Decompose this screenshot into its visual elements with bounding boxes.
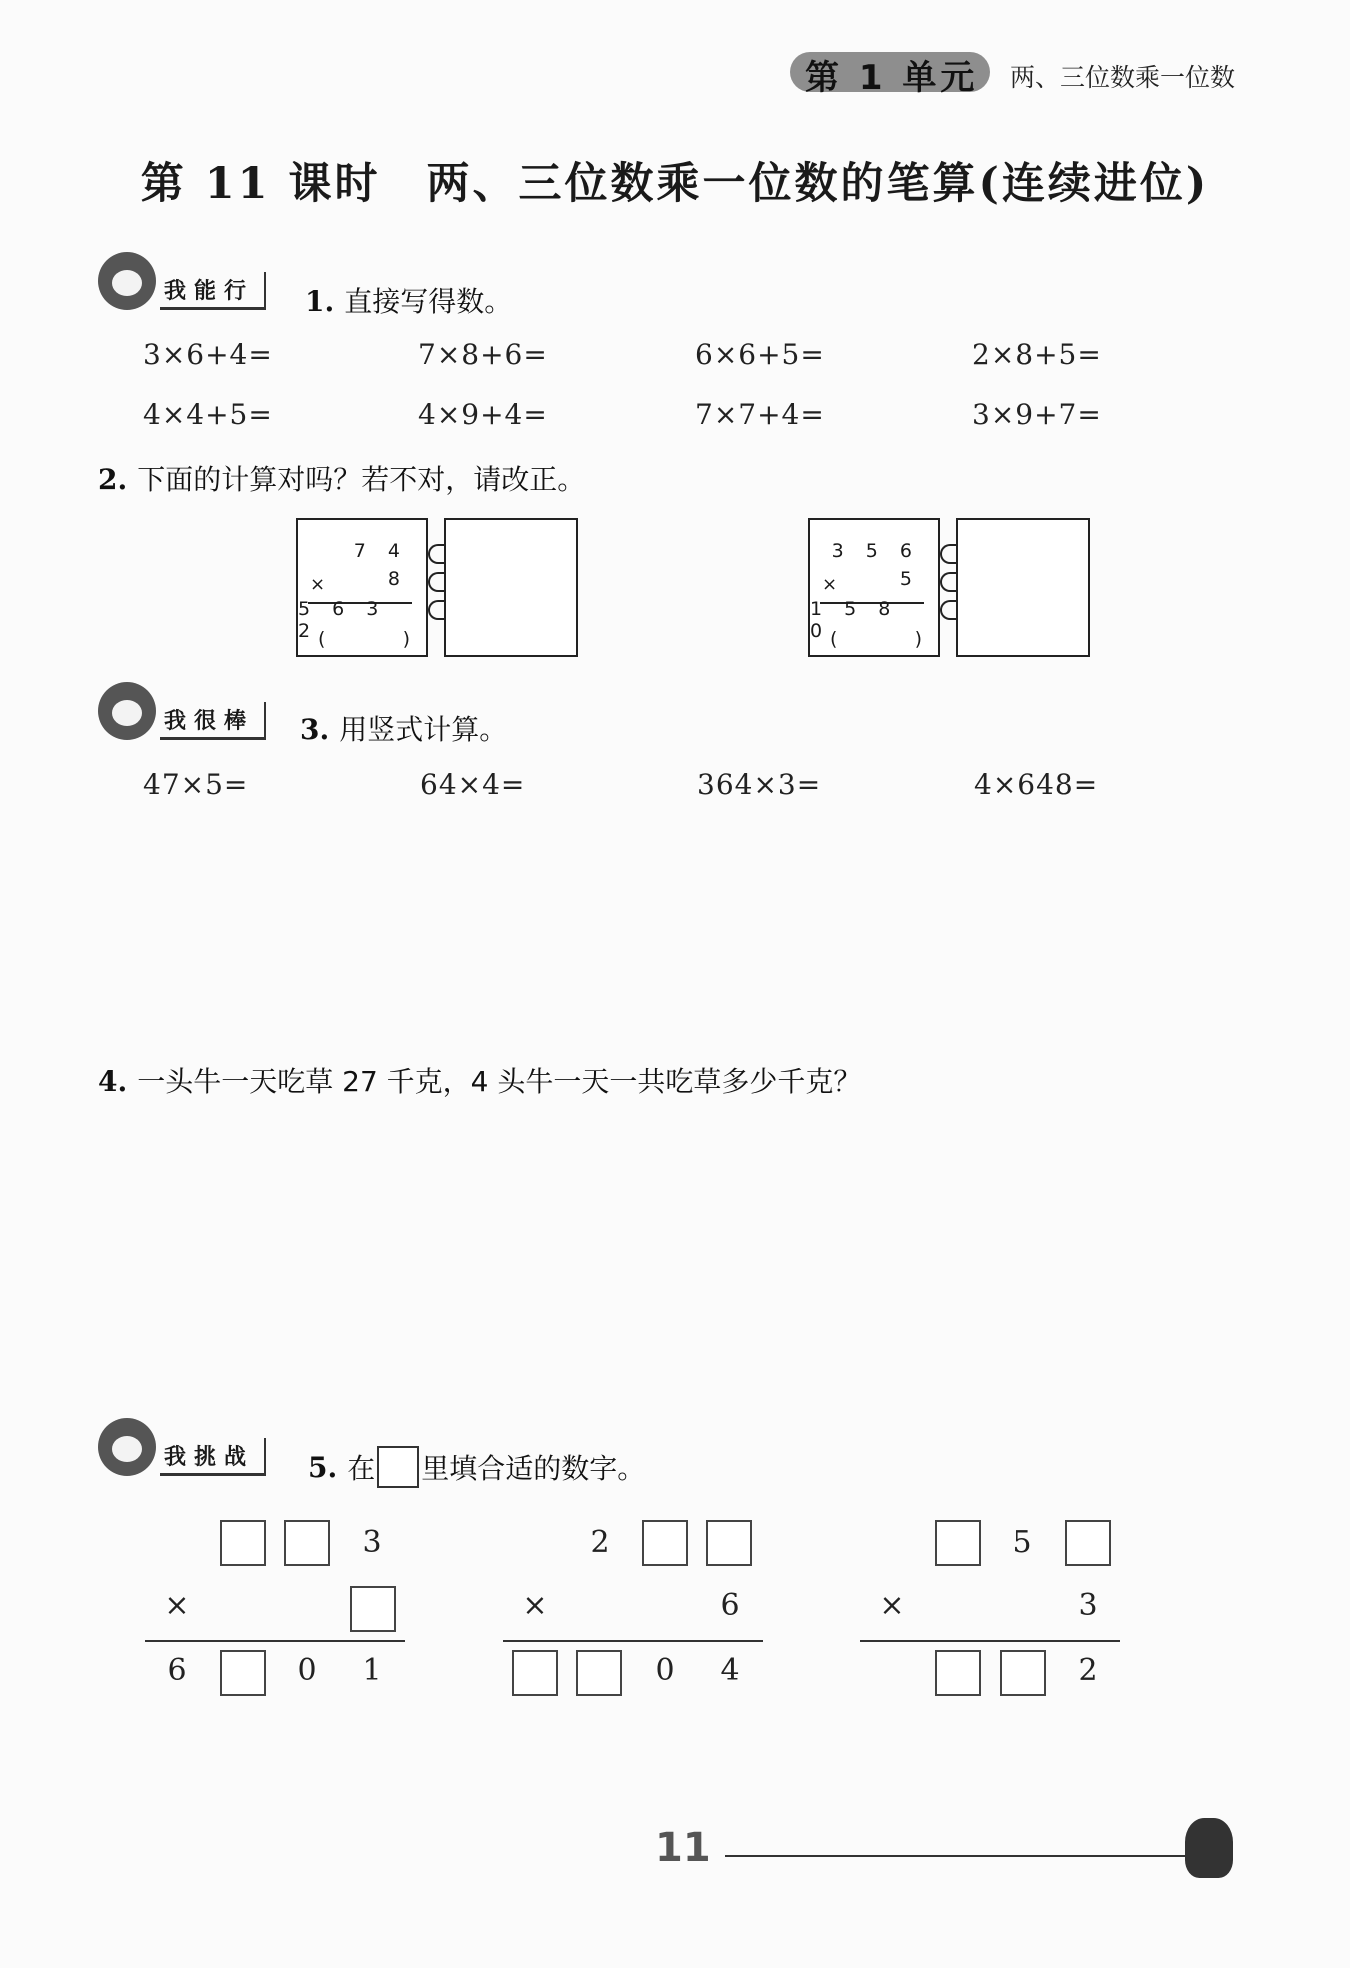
correction-box-a[interactable] <box>444 518 578 657</box>
expr: 7×8+6= <box>418 338 548 371</box>
digit-box[interactable] <box>935 1650 981 1696</box>
girl-mascot-icon <box>98 682 156 740</box>
digit-box[interactable] <box>642 1520 688 1566</box>
digit: 2 <box>590 1525 610 1560</box>
expr: 47×5= <box>143 768 249 801</box>
digit: 2 <box>1078 1653 1098 1688</box>
calc-result: 1 5 8 0 <box>810 598 899 642</box>
badge-label: 我挑战 <box>160 1438 266 1476</box>
times-sign: × <box>164 1588 190 1623</box>
badge-label: 我能行 <box>160 272 266 310</box>
footer-rule <box>725 1855 1185 1857</box>
girl-mascot-icon <box>98 252 156 310</box>
verdict-paren-open: ( <box>318 628 326 650</box>
example-square <box>377 1446 419 1488</box>
question-2: 2. 下面的计算对吗？若不对，请改正。 <box>98 463 586 496</box>
digit-box[interactable] <box>220 1650 266 1696</box>
expr: 2×8+5= <box>972 338 1102 371</box>
expr: 3×9+7= <box>972 398 1102 431</box>
badge-challenge <box>98 1418 266 1476</box>
expr: 364×3= <box>697 768 822 801</box>
times-sign: × <box>822 574 838 595</box>
digit-box[interactable] <box>706 1520 752 1566</box>
badge-i-can <box>98 252 266 310</box>
calc-top: 7 4 <box>353 540 408 562</box>
page-number: 11 <box>655 1825 711 1871</box>
digit: 6 <box>167 1653 187 1688</box>
digit: 0 <box>297 1653 317 1688</box>
badge-great <box>98 682 266 740</box>
digit: 3 <box>1078 1588 1098 1623</box>
unit-title: 第 1 单元 <box>805 58 979 98</box>
vertical-calc-a <box>296 518 428 657</box>
digit-box[interactable] <box>512 1650 558 1696</box>
digit: 6 <box>720 1588 740 1623</box>
times-sign: × <box>522 1588 548 1623</box>
calc-multiplier: 5 <box>899 568 920 590</box>
digit-box[interactable] <box>284 1520 330 1566</box>
digit: 4 <box>720 1653 740 1688</box>
digit-box[interactable] <box>350 1586 396 1632</box>
calc-top: 3 5 6 <box>831 540 920 562</box>
digit: 3 <box>362 1525 382 1560</box>
verdict-paren-open: ( <box>830 628 838 650</box>
digit: 0 <box>655 1653 675 1688</box>
expr: 4×4+5= <box>143 398 273 431</box>
times-sign: × <box>310 574 326 595</box>
digit: 1 <box>362 1653 382 1688</box>
digit-box[interactable] <box>935 1520 981 1566</box>
calc-multiplier: 8 <box>387 568 408 590</box>
expr: 3×6+4= <box>143 338 273 371</box>
times-sign: × <box>879 1588 905 1623</box>
expr: 7×7+4= <box>695 398 825 431</box>
answer-rule <box>860 1640 1120 1642</box>
vertical-calc-b <box>808 518 940 657</box>
expr: 6×6+5= <box>695 338 825 371</box>
digit-box[interactable] <box>576 1650 622 1696</box>
calc-result: 5 6 3 2 <box>298 598 387 642</box>
answer-rule <box>503 1640 763 1642</box>
boy-mascot-icon <box>1185 1818 1233 1878</box>
verdict-paren-close: ) <box>402 628 410 650</box>
question-4: 4. 一头牛一天吃草 27 千克，4 头牛一天一共吃草多少千克？ <box>98 1065 862 1098</box>
correction-box-b[interactable] <box>956 518 1090 657</box>
verdict-paren-close: ) <box>914 628 922 650</box>
unit-topic: 两、三位数乘一位数 <box>1010 63 1236 92</box>
digit-box[interactable] <box>1000 1650 1046 1696</box>
expr: 4×648= <box>974 768 1099 801</box>
question-1: 1. 直接写得数。 <box>305 285 513 318</box>
badge-label: 我很棒 <box>160 702 266 740</box>
digit-box[interactable] <box>1065 1520 1111 1566</box>
question-3: 3. 用竖式计算。 <box>300 713 508 746</box>
expr: 4×9+4= <box>418 398 548 431</box>
question-5: 5. 在 里填合适的数字。 <box>308 1446 645 1488</box>
digit-box[interactable] <box>220 1520 266 1566</box>
digit: 5 <box>1012 1525 1032 1560</box>
lesson-title: 第 11 课时 两、三位数乘一位数的笔算(连续进位) <box>140 159 1210 209</box>
boy-mascot-icon <box>98 1418 156 1476</box>
answer-rule <box>145 1640 405 1642</box>
expr: 64×4= <box>420 768 526 801</box>
